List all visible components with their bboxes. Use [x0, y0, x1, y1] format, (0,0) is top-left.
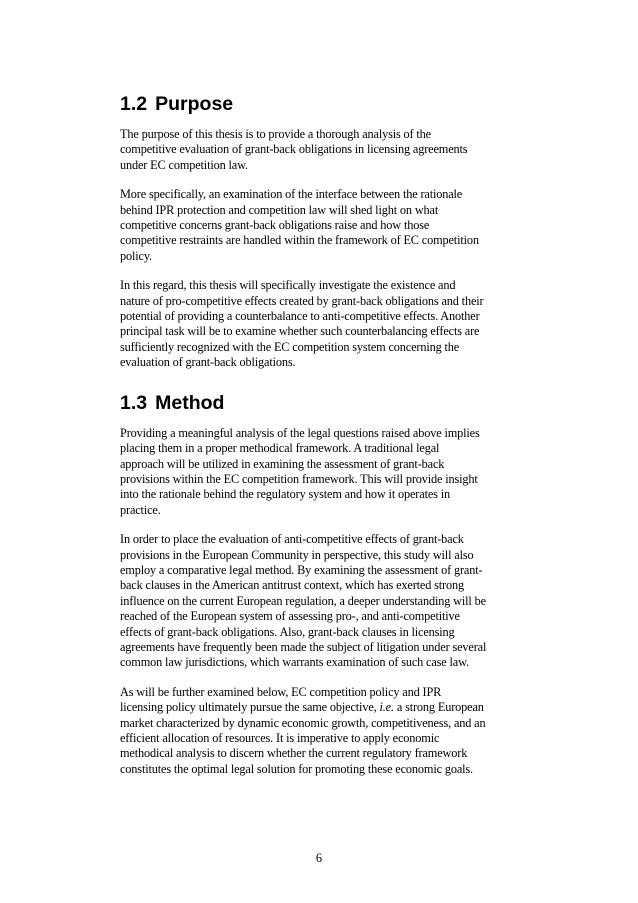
section-method	[120, 391, 520, 778]
text-line: approach will be utilized in examining the assessment of grant-back	[120, 456, 445, 471]
text-line: effects of grant-back obligations. Also, grant-back clauses in licensing	[120, 624, 455, 639]
section-heading	[120, 391, 520, 415]
text-line: placing them in a proper methodical framework. A traditional legal	[120, 441, 440, 456]
page-number: 6	[315, 851, 323, 865]
text-line: back clauses in the American antitrust context, which has exerted strong	[120, 578, 464, 593]
text-line: competitive restraints are handled within the framework of EC competition	[120, 233, 479, 248]
text-line: practice.	[120, 502, 161, 517]
section-number: 1.2	[120, 93, 148, 115]
emphasis-text: i.e.	[379, 700, 394, 715]
text-line: potential of providing a counterbalance to anti-competitive effects. Another	[120, 309, 480, 324]
text-line: policy.	[120, 248, 152, 263]
paragraph	[120, 685, 520, 777]
text-line: efficient allocation of resources. It is imperative to apply economic	[120, 731, 440, 745]
section-heading	[120, 92, 520, 116]
text-line: under EC competition law.	[120, 157, 248, 172]
paragraph	[120, 127, 520, 173]
text-line: methodical analysis to discern whether the current regulatory framework	[120, 746, 468, 761]
text-line: provisions in the European Community in perspective, this study will also	[120, 547, 474, 562]
text-line: influence on the current European regulation, a deeper understanding will be	[120, 593, 486, 608]
text-line: The purpose of this thesis is to provide a thorough analysis of the	[120, 127, 431, 141]
text-line: In order to place the evaluation of anti-competitive effects of grant-back	[120, 532, 464, 547]
page-body	[120, 92, 520, 791]
section-number: 1.3	[120, 391, 148, 414]
section-title: Method	[155, 391, 225, 414]
text-line: competitive evaluation of grant-back obligations in licensing agreements	[120, 142, 468, 157]
text-line: behind IPR protection and competition law will shed light on what	[120, 202, 439, 217]
paragraph	[120, 278, 520, 370]
text-line: In this regard, this thesis will specifically investigate the existence and	[120, 278, 456, 293]
text-line: market characterized by dynamic economic growth, competitiveness, and an	[120, 715, 486, 730]
text-line: sufficiently recognized with the EC competition system concerning the	[120, 339, 460, 354]
text-line: principal task will be to examine whether such counterbalancing effects are	[120, 324, 480, 339]
text-line: Providing a meaningful analysis of the legal questions raised above implies	[120, 425, 480, 440]
paragraph	[120, 426, 520, 518]
section-purpose	[120, 92, 520, 371]
section-title: Purpose	[155, 93, 234, 115]
text-line: As will be further examined below, EC competition policy and IPR	[120, 684, 442, 699]
text-line: nature of pro-competitive effects created by grant-back obligations and their	[120, 293, 484, 308]
text-line: competitive concerns grant-back obligations raise and how those	[120, 218, 430, 233]
text-line: provisions within the EC competition framework. This will provide insight	[120, 471, 478, 486]
text-line: More specifically, an examination of the interface between the rationale	[120, 187, 463, 202]
text-line: into the rationale behind the regulatory system and how it operates in	[120, 487, 450, 502]
text-line: agreements have frequently been made the subject of litigation under several	[120, 639, 487, 654]
text-line: evaluation of grant-back obligations.	[120, 355, 296, 370]
text-line: employ a comparative legal method. By examining the assessment of grant-	[120, 562, 483, 577]
text-line: reached of the European system of assessing pro-, and anti-competitive	[120, 609, 460, 624]
paragraph	[120, 532, 520, 671]
text-line: licensing policy ultimately pursue the same objective, i.e. a strong European	[120, 700, 484, 715]
paragraph	[120, 187, 520, 264]
text-line: constitutes the optimal legal solution for promoting these economic goals.	[120, 761, 473, 776]
text-line: common law jurisdictions, which warrants examination of such case law.	[120, 655, 469, 670]
